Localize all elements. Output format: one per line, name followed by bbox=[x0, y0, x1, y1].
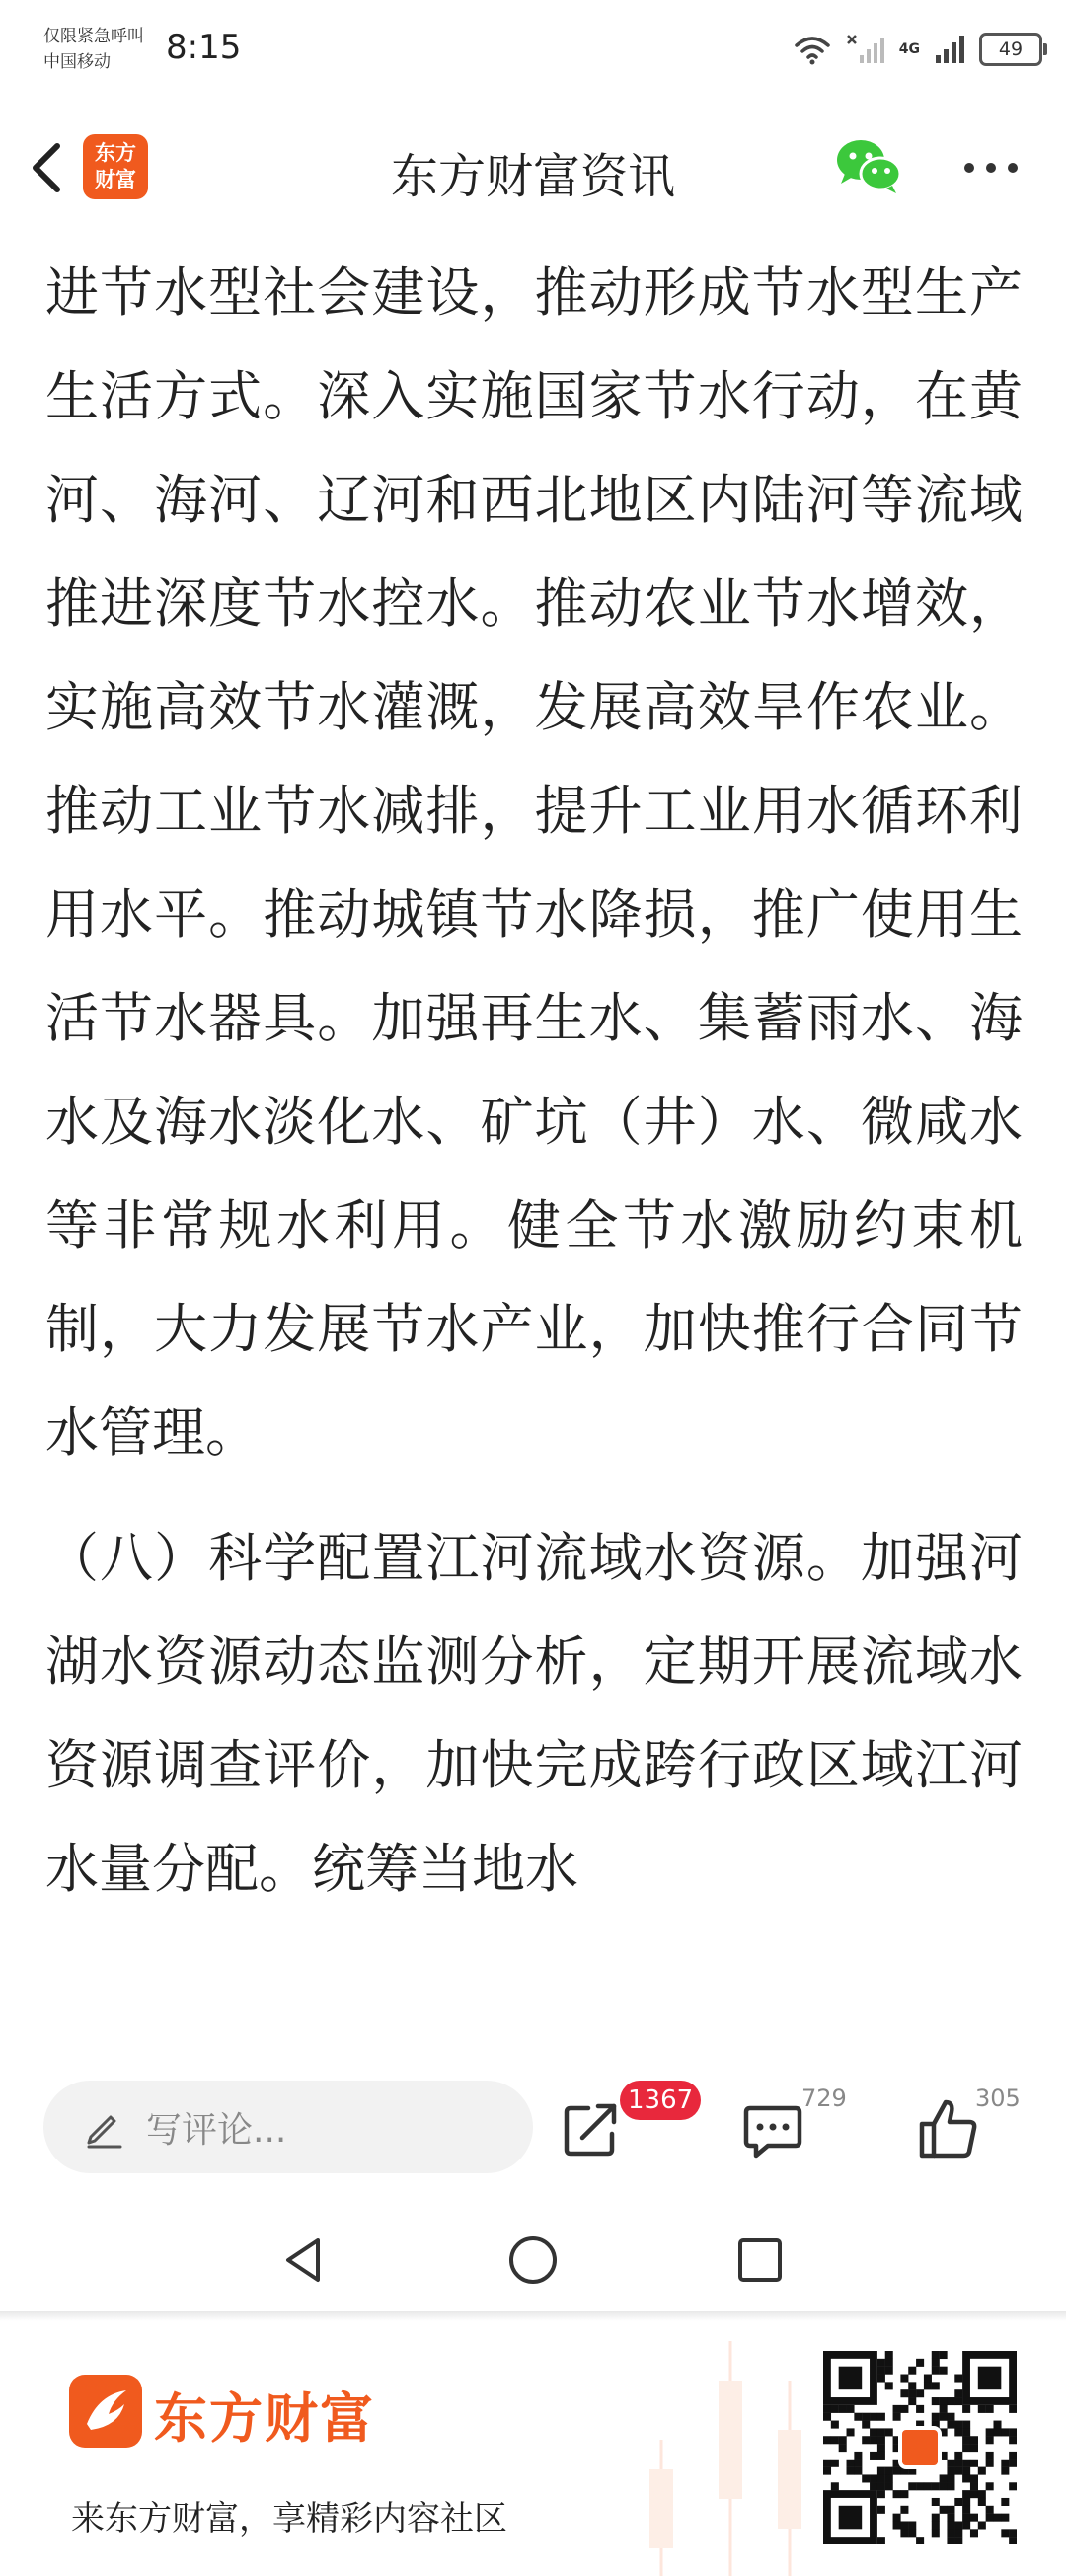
share-count-badge: 1367 bbox=[620, 2081, 701, 2120]
brand-badge-line1: 东方 bbox=[95, 141, 136, 165]
nav-recent-button[interactable] bbox=[730, 2231, 790, 2290]
wechat-icon bbox=[835, 136, 902, 195]
app-header bbox=[0, 99, 1066, 237]
promo-slogan: 来东方财富，享精彩内容社区 bbox=[71, 2499, 507, 2538]
share-button[interactable] bbox=[559, 2094, 628, 2163]
status-time: 8:15 bbox=[166, 28, 242, 67]
section-divider bbox=[0, 2311, 1066, 2321]
promo-brand-name: 东方财富 bbox=[154, 2387, 375, 2450]
nav-back-button[interactable] bbox=[274, 2231, 334, 2290]
signal-no-service-icon bbox=[846, 34, 885, 65]
status-bar bbox=[0, 0, 1066, 99]
battery-icon bbox=[979, 33, 1042, 66]
nav-home-icon bbox=[503, 2231, 563, 2290]
thumbs-up-icon bbox=[914, 2094, 983, 2163]
comment-count: 729 bbox=[801, 2084, 847, 2112]
status-icons bbox=[793, 28, 1042, 71]
page-title: 东方财富资讯 bbox=[390, 149, 675, 204]
pen-icon bbox=[83, 2105, 126, 2149]
article-paragraph: 进节水型社会建设，推动形成节水型生产生活方式。深入实施国家节水行动，在黄河、海河、辽河和西北地区内陆河等流域推进深度节水控水。推动农业节水增效，实施高效节水灌溉，发展高效旱作农业。推动工业节水减排，提升工业用水循环利用水平。推动城镇节水降损，推广使用生活节水器具。加强再生水、集蓄雨水、海水及海水淡化水、矿坑（井）水、微咸水等非常规水利用。健全节水激励约束机制，大力发展节水产业，加快推行合同节水管理。 bbox=[45, 262, 1023, 1464]
eastmoney-logo-icon bbox=[69, 2375, 142, 2448]
battery-level: 49 bbox=[998, 38, 1024, 60]
comment-icon bbox=[738, 2094, 807, 2163]
network-type-label: 4G bbox=[898, 41, 920, 57]
brand-badge-line2: 财富 bbox=[95, 168, 136, 191]
signal-4g-icon bbox=[934, 34, 965, 65]
qr-center-logo bbox=[898, 2426, 942, 2469]
carrier-line-operator: 中国移动 bbox=[43, 52, 111, 72]
like-count: 305 bbox=[975, 2084, 1021, 2112]
nav-home-button[interactable] bbox=[503, 2231, 563, 2290]
chevron-left-icon bbox=[18, 136, 77, 199]
more-button[interactable] bbox=[959, 146, 1023, 189]
like-button[interactable] bbox=[914, 2094, 983, 2163]
wechat-share-button[interactable] bbox=[835, 136, 902, 195]
comment-placeholder: 写评论... bbox=[146, 2109, 287, 2151]
article-paragraph: （八）科学配置江河流域水资源。加强河湖水资源动态监测分析，定期开展流域水资源调查评价，加快完成跨行政区域江河水量分配。统筹当地水 bbox=[45, 1527, 1023, 1900]
back-button[interactable] bbox=[18, 136, 77, 199]
carrier-line-emergency: 仅限紧急呼叫 bbox=[43, 27, 144, 46]
nav-recent-icon bbox=[730, 2231, 790, 2290]
action-bar bbox=[0, 2053, 1066, 2201]
promo-footer bbox=[0, 2321, 1066, 2576]
qr-code-icon bbox=[823, 2351, 1017, 2544]
article-body bbox=[45, 241, 1023, 2047]
share-icon bbox=[559, 2094, 628, 2163]
brand-badge[interactable] bbox=[83, 134, 148, 199]
comments-button[interactable] bbox=[738, 2094, 807, 2163]
wifi-icon bbox=[793, 34, 832, 65]
carrier-info bbox=[43, 24, 144, 75]
comment-input[interactable] bbox=[43, 2081, 533, 2173]
more-dots-icon bbox=[959, 146, 1023, 189]
nav-back-icon bbox=[274, 2231, 334, 2290]
system-nav-bar bbox=[0, 2201, 1066, 2319]
